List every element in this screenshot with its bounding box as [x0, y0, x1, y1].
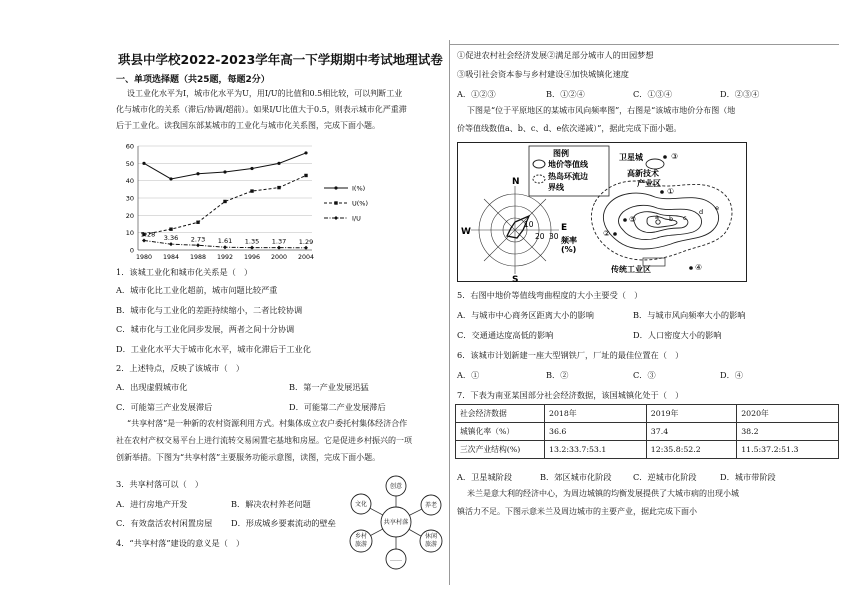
intro-line-1: 设工业化水平为I，城市化水平为U，用I/U的比值和0.5相比较，可以判断工业: [127, 89, 403, 98]
table-header: 2020年: [737, 405, 839, 423]
data-label: 2.73: [190, 235, 206, 244]
q5-option-a[interactable]: A．与城市中心商务区距离大小的影响: [457, 310, 594, 320]
data-point: [223, 170, 226, 173]
frequency-label: 频率: [561, 236, 577, 245]
q1-option-b[interactable]: B．城市化与工业化的差距持续缩小，二者比较协调: [116, 305, 303, 315]
q7-option-c[interactable]: C．逆城市化阶段: [633, 472, 697, 482]
legend-box: [529, 146, 609, 196]
data-point: [223, 245, 227, 249]
scale-20: 20: [535, 232, 545, 241]
table-cell: 13.2:33.7:53.1: [545, 441, 647, 459]
x-tick-label: 2004: [297, 254, 315, 261]
data-point: [277, 246, 281, 250]
y-tick-label: 0: [129, 246, 134, 255]
table-header-row: [456, 405, 839, 423]
table-cell: 36.6: [545, 423, 647, 441]
question-5: 5．右图中地价等值线弯曲程度的大小主要受（ ）: [457, 290, 643, 300]
legend-title: 图例: [553, 149, 569, 158]
passage4-line-1: 米兰是意大利的经济中心，为周边城镇的均衡发展提供了大城市病的出现小城: [467, 489, 739, 498]
q6-option-c[interactable]: C．③: [633, 370, 656, 380]
contour-label-b: b: [669, 215, 674, 223]
passage2-line-3: 创新举措。下图为“共享村落”主要服务功能示意图，读图，完成下面小题。: [116, 453, 381, 462]
data-label: 5.28: [140, 230, 156, 239]
node-leisure-label-1: 休闲: [424, 533, 438, 540]
question-6: 6．该城市计划新建一座大型钢铁厂，厂址的最佳位置在（ ）: [457, 350, 684, 360]
q1-option-d[interactable]: D．工业化水平大于城市化水平，城市化滞后于工业化: [116, 344, 311, 354]
passage4-line-2: 镇活力不足。下图示意米兰及周边城市的主要产业，据此完成下面小: [457, 507, 697, 516]
q4-option-d[interactable]: D．②③④: [720, 89, 760, 99]
question-3: 3．共享村落可以（ ）: [116, 479, 204, 489]
y-tick-label: 60: [125, 142, 134, 151]
data-point: [169, 228, 172, 231]
data-point: [142, 238, 146, 242]
data-point: [277, 186, 280, 189]
q3-option-b[interactable]: B．解决农村养老问题: [231, 499, 311, 509]
compass-south: S: [512, 275, 519, 282]
question-7: 7．下表为南亚某国部分社会经济数据，该国城镇化处于（ ）: [457, 390, 684, 400]
data-point: [196, 243, 200, 247]
q2-option-a[interactable]: A．出现虚假城市化: [116, 382, 188, 392]
q3-option-d[interactable]: D．形成城乡要素流动的壁垒: [231, 518, 336, 528]
site-2: ②: [603, 229, 611, 238]
data-label: 1.37: [271, 237, 287, 246]
passage3-line-2: 价等值线数值a、b、c、d、e依次递减）”，据此完成下面小题。: [457, 124, 682, 133]
x-tick-label: 2000: [270, 254, 288, 261]
site-3: ③: [671, 152, 679, 161]
industrialization-chart: [112, 138, 412, 264]
q1-option-c[interactable]: C．城市化与工业化同步发展，两者之间十分协调: [116, 324, 295, 334]
contour-label-d: d: [699, 208, 704, 216]
legend-label: U(%): [352, 199, 369, 208]
site-4: ④: [695, 263, 703, 272]
compass-west: W: [461, 227, 471, 237]
intro-line-3: 后于工业化。读我国东部某城市的工业化与城市化关系图，完成下面小题。: [116, 121, 380, 130]
table-cell: 12:35.8:52.2: [646, 441, 736, 459]
table-row: [456, 423, 839, 441]
y-tick-label: 30: [125, 194, 134, 203]
data-point: [196, 172, 199, 175]
data-point: [304, 174, 307, 177]
node-rural-label-1: 乡村: [354, 533, 368, 540]
city-land-price-map: [457, 142, 747, 282]
data-point: [277, 162, 280, 165]
economic-data-table: [455, 404, 839, 459]
legend-label: I/U: [352, 214, 361, 223]
series-line-0: [144, 153, 306, 179]
q4-option-a[interactable]: A．①②③: [457, 89, 496, 99]
q5-option-b[interactable]: B．与城市风向频率大小的影响: [633, 310, 746, 320]
table-cell: 11.5:37.2:51.3: [737, 441, 839, 459]
table-cell: 37.4: [646, 423, 736, 441]
q6-option-d[interactable]: D．④: [720, 370, 743, 380]
legend-marker: [334, 201, 337, 204]
y-tick-label: 50: [125, 159, 134, 168]
column-divider: [449, 40, 450, 585]
node-leisure-label-2: 旅游: [424, 541, 438, 548]
top-rule: [449, 44, 839, 45]
scale-30: 30: [549, 232, 559, 241]
x-tick-label: 1980: [135, 254, 153, 261]
data-point: [250, 246, 254, 250]
q4-statement-line-2: ③吸引社会资本参与乡村建设④加快城镇化速度: [457, 69, 629, 79]
data-label: 1.35: [244, 237, 260, 246]
table-row: [456, 441, 839, 459]
x-tick-label: 1988: [189, 254, 207, 261]
data-point: [169, 177, 172, 180]
table-header: 2019年: [646, 405, 736, 423]
legend-marker: [334, 216, 338, 220]
frequency-unit: (%): [561, 245, 577, 254]
section-heading: 一、单项选择题（共25题，每题2分）: [116, 75, 270, 85]
y-tick-label: 20: [125, 211, 134, 220]
table-cell: 三次产业结构(%): [456, 441, 545, 459]
contour-label-a: a: [655, 213, 659, 221]
scale-10: 10: [524, 220, 534, 229]
data-point: [304, 246, 308, 250]
data-point: [304, 151, 307, 154]
y-tick-label: 40: [125, 177, 134, 186]
q7-option-b[interactable]: B．郊区城市化阶段: [540, 472, 612, 482]
data-point: [250, 189, 253, 192]
data-label: 1.61: [217, 237, 233, 246]
label-hightech-2: 产业区: [637, 179, 661, 188]
intro-line-2: 化与城市化的关系（滞后/协调/超前）。如果I/U比值大于0.5，则表示城市化严重滞: [116, 105, 407, 114]
question-4: 4．“共享村落”建设的意义是（ ）: [116, 538, 245, 548]
shared-village-diagram: [348, 474, 444, 570]
q5-option-c[interactable]: C．交通通达度高低的影响: [457, 330, 554, 340]
table-header: 社会经济数据: [456, 405, 545, 423]
legend-heat-island-label-1: 热岛环流边: [548, 172, 588, 181]
data-label: 1.29: [298, 237, 314, 246]
q6-option-b[interactable]: B．②: [546, 370, 569, 380]
label-hightech-1: 高新技术: [627, 169, 659, 178]
contour-label-e: e: [715, 204, 719, 212]
node-elderly-label: 养老: [424, 502, 438, 509]
q7-option-d[interactable]: D．城市带阶段: [720, 472, 776, 482]
x-tick-label: 1996: [243, 254, 261, 261]
q5-option-d[interactable]: D．人口密度大小的影响: [633, 330, 722, 340]
node-rural-label-2: 旅游: [354, 541, 368, 548]
passage2-line-2: 社在农村产权交易平台上进行流转交易闲置宅基地和房屋。它是促进乡村振兴的一项: [116, 436, 412, 445]
table-cell: 城镇化率（%）: [456, 423, 545, 441]
q4-option-c[interactable]: C．①③④: [633, 89, 673, 99]
node-culture-label: 文化: [354, 501, 368, 508]
passage2-line-1: “共享村落”是一种新的农村资源利用方式。村集体成立农户委托村集体经济合作: [127, 419, 408, 428]
legend-marker: [334, 186, 337, 189]
question-1: 1．该城工业化和城市化关系是（ ）: [116, 267, 253, 277]
diagram-center-label: 共享村落: [383, 519, 409, 526]
q2-option-c[interactable]: C．可能第三产业发展滞后: [116, 402, 213, 412]
passage3-line-1: 下图是“位于平原地区的某城市风向频率图”，右图是“该城市地价分布图（地: [467, 106, 736, 115]
q3-option-a[interactable]: A．进行房地产开发: [116, 499, 188, 509]
legend-contour-label: 地价等值线: [548, 160, 588, 169]
series-line-1: [144, 175, 306, 234]
label-satellite-town: 卫星城: [619, 153, 643, 162]
node-more-label: ……: [390, 556, 402, 563]
legend-label: I(%): [352, 184, 366, 193]
data-point: [169, 242, 173, 246]
compass-east: E: [561, 223, 568, 233]
q4-option-b[interactable]: B．①②④: [546, 89, 585, 99]
question-2: 2．上述特点，反映了该城市（ ）: [116, 363, 245, 373]
x-tick-label: 1992: [216, 254, 234, 261]
q4-statement-line-1: ①促进农村社会经济发展②满足部分城市人的田园梦想: [457, 50, 654, 60]
site-5: ⑤: [629, 215, 637, 224]
site-1: ①: [667, 187, 675, 196]
label-traditional-industry: 传统工业区: [611, 265, 651, 274]
node-creative-label: 创意: [389, 483, 403, 490]
table-header: 2018年: [545, 405, 647, 423]
x-tick-label: 1984: [162, 254, 180, 261]
compass-north: N: [512, 177, 520, 187]
q2-option-b[interactable]: B．第一产业发展迅猛: [289, 382, 369, 392]
table-cell: 38.2: [737, 423, 839, 441]
q1-option-a[interactable]: A．城市化比工业化超前，城市问题比较严重: [116, 285, 278, 295]
data-point: [142, 162, 145, 165]
q2-option-d[interactable]: D．可能第二产业发展滞后: [289, 402, 386, 412]
data-label: 3.36: [163, 234, 179, 243]
q6-option-a[interactable]: A．①: [457, 370, 480, 380]
q7-option-a[interactable]: A．卫星城阶段: [457, 472, 513, 482]
q3-option-c[interactable]: C．有效盘活农村闲置房屋: [116, 518, 213, 528]
contour-label-c: c: [683, 214, 687, 222]
data-point: [250, 167, 253, 170]
legend-heat-island-label-2: 界线: [548, 183, 564, 192]
exam-title: 珙县中学校2022-2023学年高一下学期期中考试地理试卷: [118, 52, 443, 67]
y-tick-label: 10: [125, 229, 134, 238]
data-point: [196, 221, 199, 224]
data-point: [223, 200, 226, 203]
